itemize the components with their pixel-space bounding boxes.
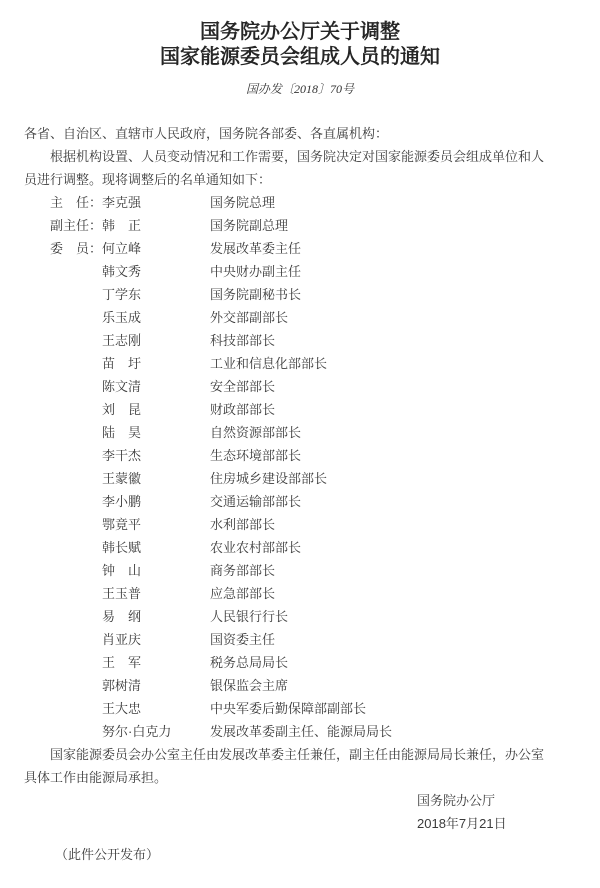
signature-issuer: 国务院办公厅	[417, 793, 496, 808]
member-role-label	[50, 490, 102, 513]
member-row	[24, 191, 554, 214]
member-row	[24, 421, 554, 444]
member-row	[24, 490, 554, 513]
member-row	[24, 605, 554, 628]
member-row	[24, 697, 554, 720]
member-name: 钟 山	[102, 563, 142, 578]
member-position: 水利部部长	[210, 517, 276, 532]
member-row	[24, 467, 554, 490]
member-row	[24, 720, 554, 743]
member-row	[24, 536, 554, 559]
member-row	[24, 375, 554, 398]
member-role-label	[50, 421, 102, 444]
member-name: 陆 昊	[102, 425, 142, 440]
member-role-label	[50, 582, 102, 605]
member-name: 王蒙徽	[102, 471, 142, 486]
member-role-label: 副主任：	[50, 218, 103, 233]
member-name: 何立峰	[102, 241, 142, 256]
member-role-label	[50, 260, 102, 283]
member-row	[24, 214, 554, 237]
member-name: 易 纲	[102, 609, 142, 624]
member-position: 住房城乡建设部部长	[210, 471, 328, 486]
member-position: 应急部部长	[210, 586, 276, 601]
member-position: 国务院总理	[210, 195, 276, 210]
member-name: 鄂竟平	[102, 517, 142, 532]
member-role-label	[50, 375, 102, 398]
member-name: 肖亚庆	[102, 632, 142, 647]
member-role-label	[50, 651, 102, 674]
member-name: 李克强	[102, 195, 142, 210]
member-name: 乐玉成	[102, 310, 142, 325]
member-name: 王志刚	[102, 333, 142, 348]
member-role-label: 主 任：	[50, 195, 103, 210]
signature-block	[417, 789, 554, 835]
member-row	[24, 352, 554, 375]
member-row	[24, 329, 554, 352]
member-role-label	[50, 329, 102, 352]
member-position: 商务部部长	[210, 563, 276, 578]
document-title	[24, 20, 576, 70]
member-name: 刘 昆	[102, 402, 142, 417]
member-position: 国务院副总理	[210, 218, 289, 233]
member-role-label	[50, 444, 102, 467]
member-name: 努尔·白克力	[102, 724, 172, 739]
member-role-label	[50, 697, 102, 720]
member-position: 科技部部长	[210, 333, 276, 348]
member-role-label	[50, 398, 102, 421]
member-row	[24, 283, 554, 306]
member-name: 苗 圩	[102, 356, 142, 371]
member-row	[24, 260, 554, 283]
document-title-line2: 国家能源委员会组成人员的通知	[160, 46, 440, 68]
member-position: 发展改革委主任	[210, 241, 302, 256]
member-role-label	[50, 536, 102, 559]
member-name: 韩长赋	[102, 540, 142, 555]
member-role-label	[50, 628, 102, 651]
document-title-line1: 国务院办公厅关于调整	[200, 21, 400, 43]
member-position: 自然资源部部长	[210, 425, 302, 440]
member-position: 中央军委后勤保障部副部长	[210, 701, 367, 716]
member-role-label	[50, 352, 102, 375]
member-role-label	[50, 674, 102, 697]
member-row	[24, 628, 554, 651]
member-position: 国务院副秘书长	[210, 287, 302, 302]
member-position: 中央财办副主任	[210, 264, 302, 279]
member-row	[24, 513, 554, 536]
member-position: 财政部部长	[210, 402, 276, 417]
member-position: 生态环境部部长	[210, 448, 302, 463]
member-position: 国资委主任	[210, 632, 276, 647]
member-position: 银保监会主席	[210, 678, 289, 693]
member-role-label	[50, 283, 102, 306]
member-position: 农业农村部部长	[210, 540, 302, 555]
member-name: 韩 正	[102, 218, 142, 233]
member-position: 税务总局局长	[210, 655, 289, 670]
member-role-label	[50, 720, 102, 743]
member-role-label: 委 员：	[50, 241, 103, 256]
member-list	[24, 191, 554, 743]
signature-date: 2018年7月21日	[417, 816, 507, 831]
member-position: 人民银行行长	[210, 609, 289, 624]
member-row	[24, 559, 554, 582]
member-row	[24, 444, 554, 467]
member-name: 郭树清	[102, 678, 142, 693]
member-position: 外交部副部长	[210, 310, 289, 325]
member-name: 李干杰	[102, 448, 142, 463]
member-position: 发展改革委副主任、能源局局长	[210, 724, 393, 739]
member-row	[24, 582, 554, 605]
member-position: 安全部部长	[210, 379, 276, 394]
member-role-label	[50, 306, 102, 329]
member-role-label	[50, 513, 102, 536]
salutation: 各省、自治区、直辖市人民政府，国务院各部委、各直属机构：	[24, 126, 389, 141]
member-row	[24, 237, 554, 260]
member-name: 李小鹏	[102, 494, 142, 509]
member-role-label	[50, 605, 102, 628]
member-name: 陈文清	[102, 379, 142, 394]
closing-paragraph: 国家能源委员会办公室主任由发展改革委主任兼任，副主任由能源局局长兼任，办公室具体工作由能源局承担。	[24, 747, 545, 785]
member-name: 韩文秀	[102, 264, 142, 279]
member-position: 工业和信息化部部长	[210, 356, 328, 371]
member-row	[24, 306, 554, 329]
footer-note: （此件公开发布）	[55, 847, 160, 862]
member-role-label	[50, 559, 102, 582]
member-role-label	[50, 467, 102, 490]
member-row	[24, 674, 554, 697]
member-row	[24, 651, 554, 674]
member-name: 王大忠	[102, 701, 142, 716]
member-row	[24, 398, 554, 421]
document-number: 国办发〔2018〕70号	[245, 82, 354, 96]
member-name: 王 军	[102, 655, 142, 670]
intro-paragraph: 根据机构设置、人员变动情况和工作需要，国务院决定对国家能源委员会组成单位和人员进行调整。现将调整后的名单通知如下：	[24, 149, 545, 187]
member-position: 交通运输部部长	[210, 494, 302, 509]
member-name: 王玉普	[102, 586, 142, 601]
member-name: 丁学东	[102, 287, 142, 302]
